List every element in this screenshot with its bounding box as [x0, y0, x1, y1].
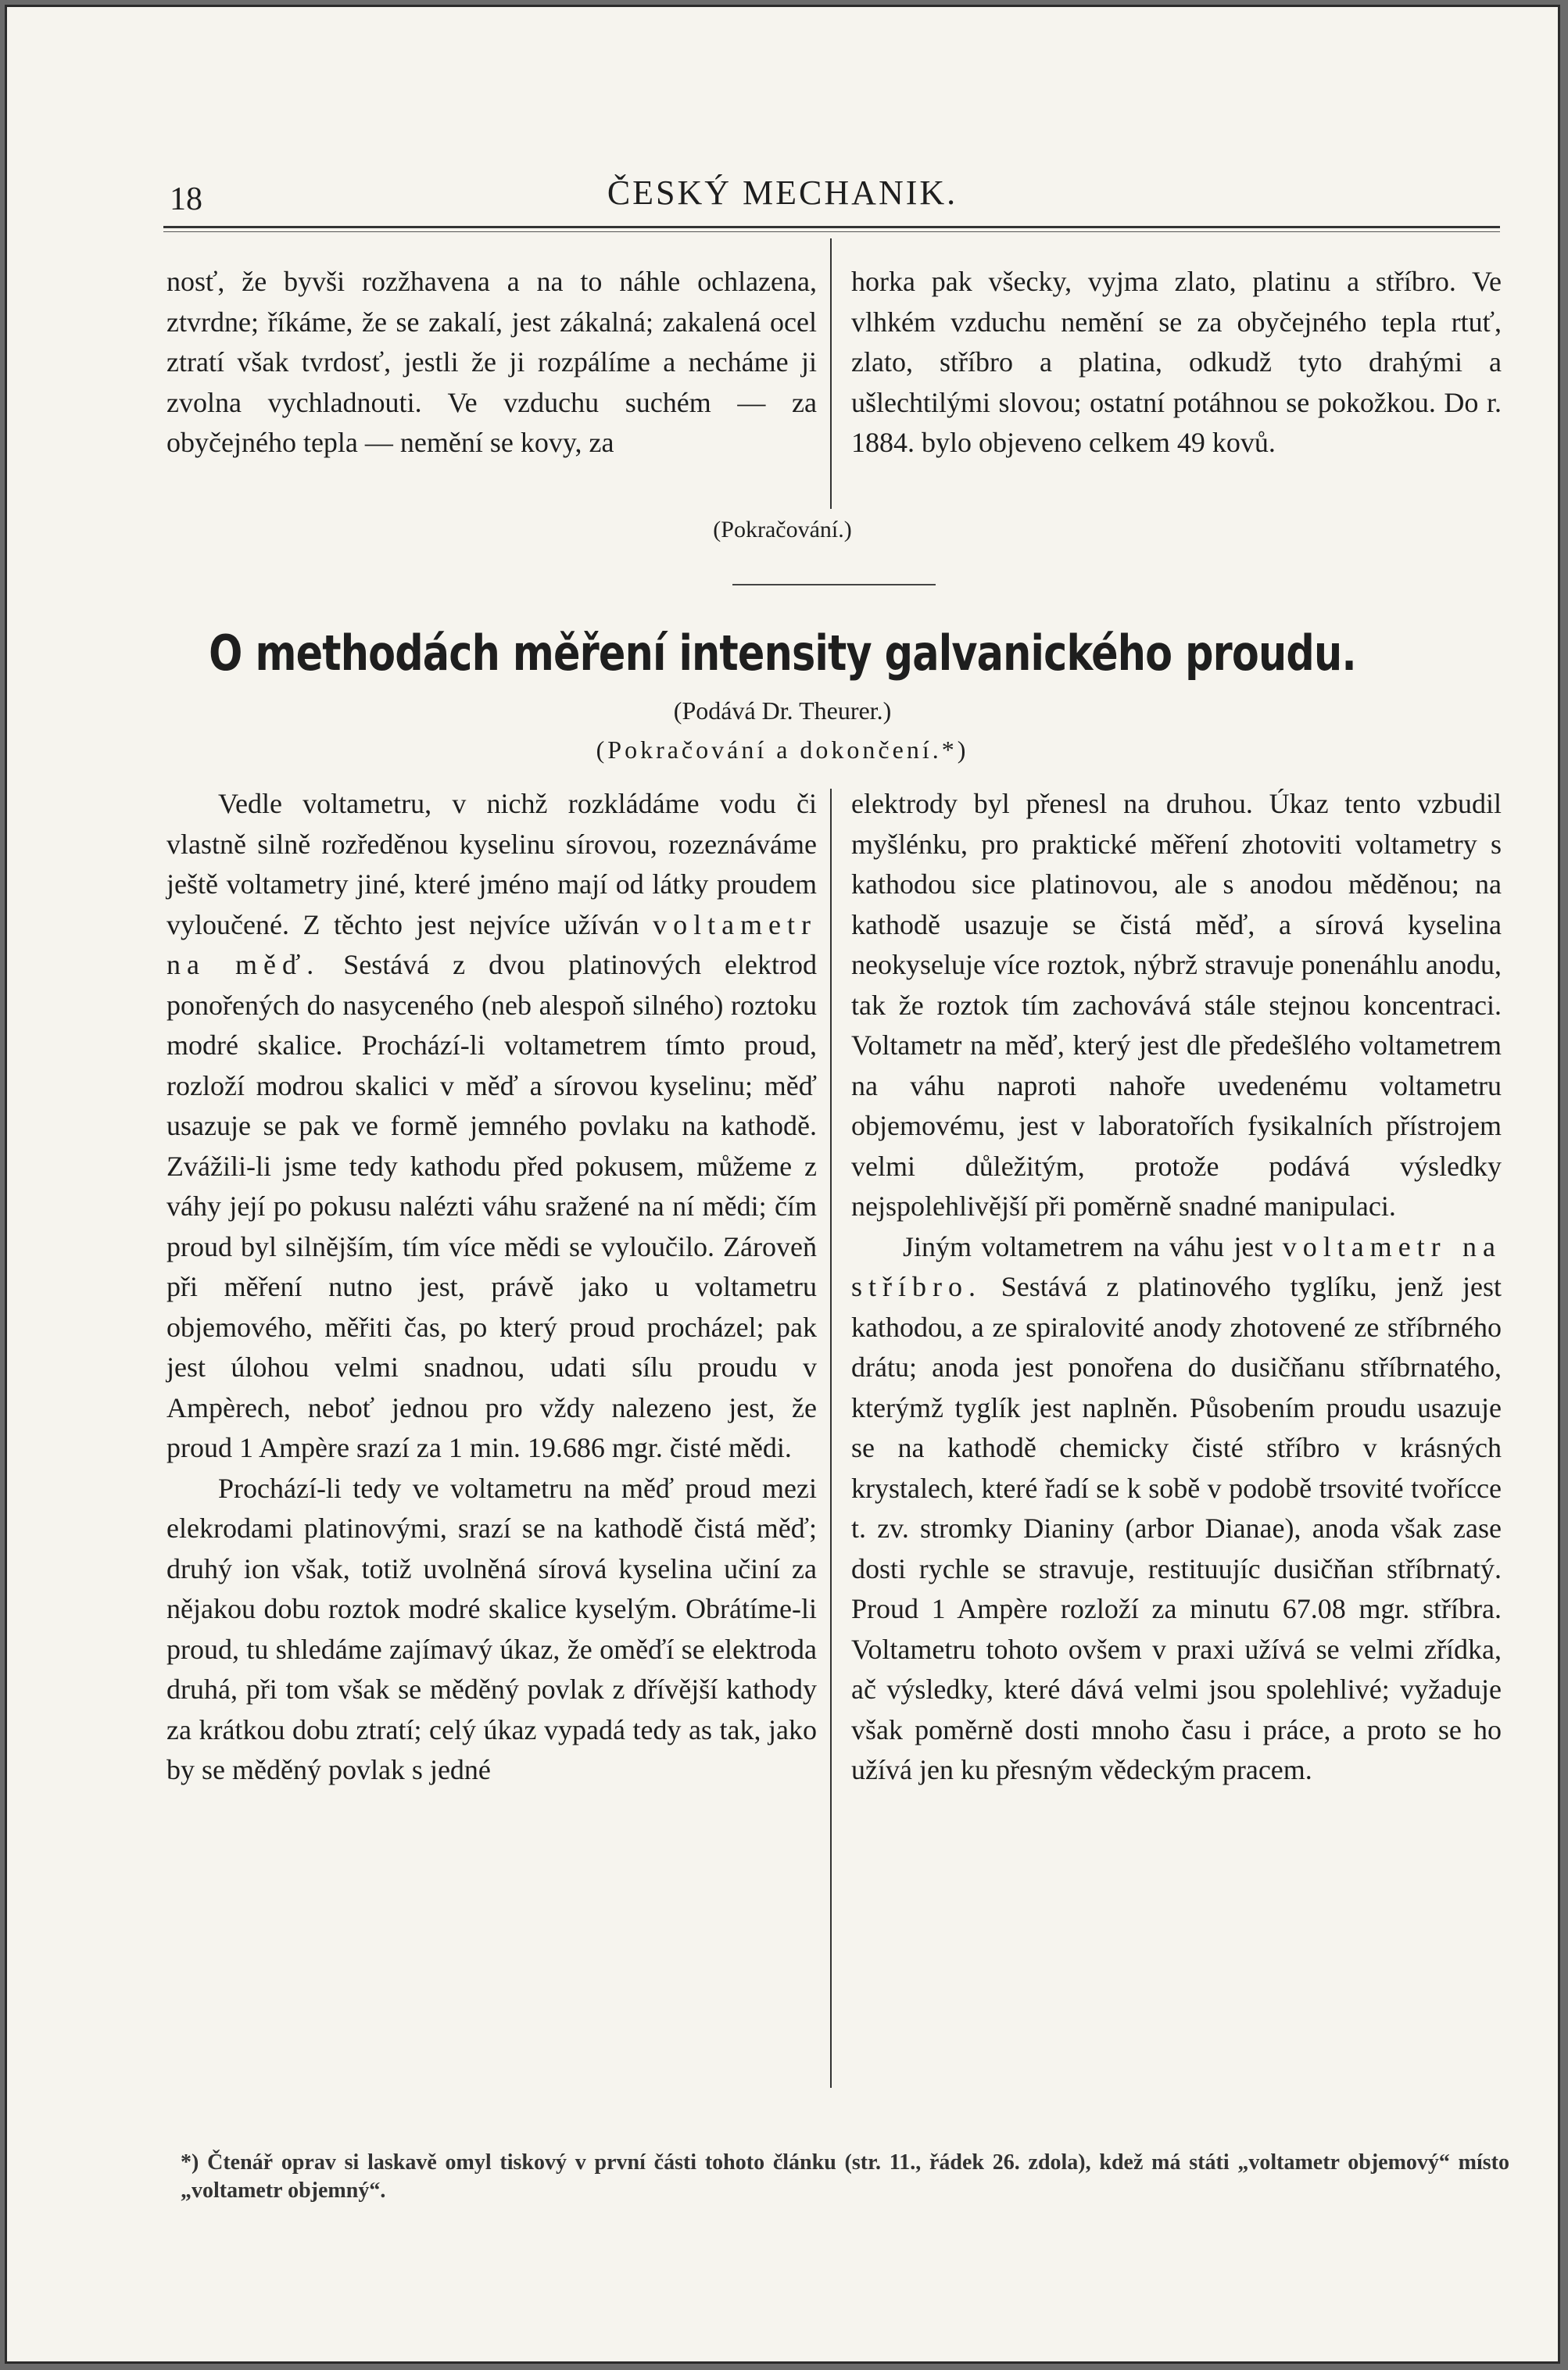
prev-article-left-column	[166, 262, 817, 464]
article-separator	[732, 584, 936, 585]
column-divider-top	[830, 238, 832, 509]
paragraph-text: Sestává z platinového tyglíku, jenž jest kathodou, a ze spiralovité anody zhotovené ze stříbrného drátu; anoda jest ponořena do dusičňanu stříbrnatého, kterýmž tyglík jest naplněn. Působením proudu usazuje se na kathodě chemicky čisté stříbro v krásných krystalech, které řadí se k sobě v podobě trsovité tvořícce t. zv. stromky Dianiny (arbor Dianae), anoda však zase dosti rychle se stravuje, restituujíc dusičňan stříbrnatý. Proud 1 Ampère rozloží za minutu 67.08 mgr. stříbra. Voltametru tohoto ovšem v praxi užívá se velmi zřídka, ač výsledky, které dává velmi jsou spolehlivé; vyžaduje však poměrně dosti mnoho času i práce, a proto se ho užívá jen ku přesným vědeckým pracem.	[851, 1271, 1502, 1785]
prev-article-right-text: horka pak všecky, vyjma zlato, platinu a stříbro. Ve vlhkém vzduchu nemění se za obyčejného tepla rtuť, zlato, stříbro a platina, odkudž tyto drahými a ušlechtilými slovou; ostatní potáhnou se pokožkou. Do r. 1884. bylo objeveno celkem 49 kovů.	[851, 266, 1502, 458]
spaced-term: voltametr na stříbro.	[851, 1230, 1502, 1302]
to-be-continued-note: (Pokračování.)	[713, 517, 852, 542]
article-title: O methodách měření intensity galvanického proudu.	[209, 625, 1356, 682]
prev-article-left-text: nosť, že byvši rozžhavena a na to náhle ochlazena, ztvrdne; říkáme, že se zakalí, jest zákalná; zakalená ocel ztratí však tvrdosť, jestli že ji rozpálíme a necháme ji zvolna vychladnouti. Ve vzduchu suchém — za obyčejného tepla — nemění se kovy, za	[166, 266, 817, 458]
article-byline: (Podává Dr. Theurer.)	[673, 696, 892, 725]
header-rule	[163, 226, 1500, 232]
footnote: *) Čtenář oprav si laskavě omyl tiskový v první části tohoto článku (str. 11., řádek 26. zdola), kdež má státi „voltametr objemový“ místo „voltametr objemný“.	[181, 2150, 1509, 2203]
article-continuation-note: (Pokračování a dokončení.*)	[596, 736, 969, 764]
paragraph	[166, 784, 817, 1469]
running-title: ČESKÝ MECHANIK.	[607, 174, 958, 212]
page-number: 18	[170, 181, 202, 217]
article-left-column	[166, 784, 817, 1791]
prev-article-right-column	[851, 262, 1502, 464]
paragraph-text: Jiným voltametrem na váhu jest	[903, 1230, 1273, 1262]
column-divider-body	[830, 789, 832, 2088]
paragraph	[851, 1227, 1502, 1791]
document-page	[5, 5, 1560, 2364]
paragraph-text: Sestává z dvou platinových elektrod ponořených do nasyceného (neb alespoň silného) roztoku modré skalice. Prochází-li voltametrem tímto proud, rozloží modrou skalici v měď a sírovou kyselinu; měď usazuje se pak ve formě jemného povlaku na kathodě. Zvážili-li jsme tedy kathodu před pokusem, můžeme z váhy její po pokusu nalézti váhu sražené na ní mědi; čím proud byl silnějším, tím více mědi se vyloučilo. Zároveň při měření nutno jest, právě jako u voltametru objemového, měřiti čas, po který proud procházel; pak jest úlohou velmi snadnou, udati sílu proudu v Ampèrech, neboť jednou pro vždy nalezeno jest, že proud 1 Ampère srazí za 1 min. 19.686 mgr. čisté mědi.	[166, 949, 817, 1463]
paragraph: Prochází-li tedy ve voltametru na měď proud mezi elekrodami platinovými, srazí se na kathodě čistá měď; druhý ion však, totiž uvolněná sírová kyselina učiní za nějakou dobu roztok modré skalice kyselým. Obrátíme-li proud, tu shledáme zajímavý úkaz, že oměďí se elektroda druhá, při tom však se měděný povlak z dřívější kathody za krátkou dobu ztratí; celý úkaz vypadá tedy as tak, jako by se měděný povlak s jedné	[166, 1472, 817, 1785]
paragraph-text: Vedle voltametru, v nichž rozkládáme vodu či vlastně silně rozředěnou kyselinu sírovou, rozeznáváme ještě voltametry jiné, které jméno mají od látky proudem vyloučené. Z těchto jest nejvíce užíván	[166, 788, 817, 940]
article-right-column	[851, 784, 1502, 1791]
paragraph: elektrody byl přenesl na druhou. Úkaz tento vzbudil myšlénku, pro praktické měření zhotoviti voltametry s kathodou sice platinovou, ale s anodou měděnou; na kathodě usazuje se čistá měď, a sírová kyselina neokyseluje více roztok, nýbrž stravuje ponenáhlu anodu, tak že roztok tím zachovává stále stejnou koncentraci. Voltametr na měď, který jest dle předešlého voltametrem na váhu naproti nahoře uvedenému voltametru objemovému, jest v laboratořích fysikalních přístrojem velmi důležitým, protože podává výsledky nejspolehlivější při poměrně snadné manipulaci.	[851, 788, 1502, 1222]
spaced-term: voltametr na měď.	[166, 908, 818, 980]
